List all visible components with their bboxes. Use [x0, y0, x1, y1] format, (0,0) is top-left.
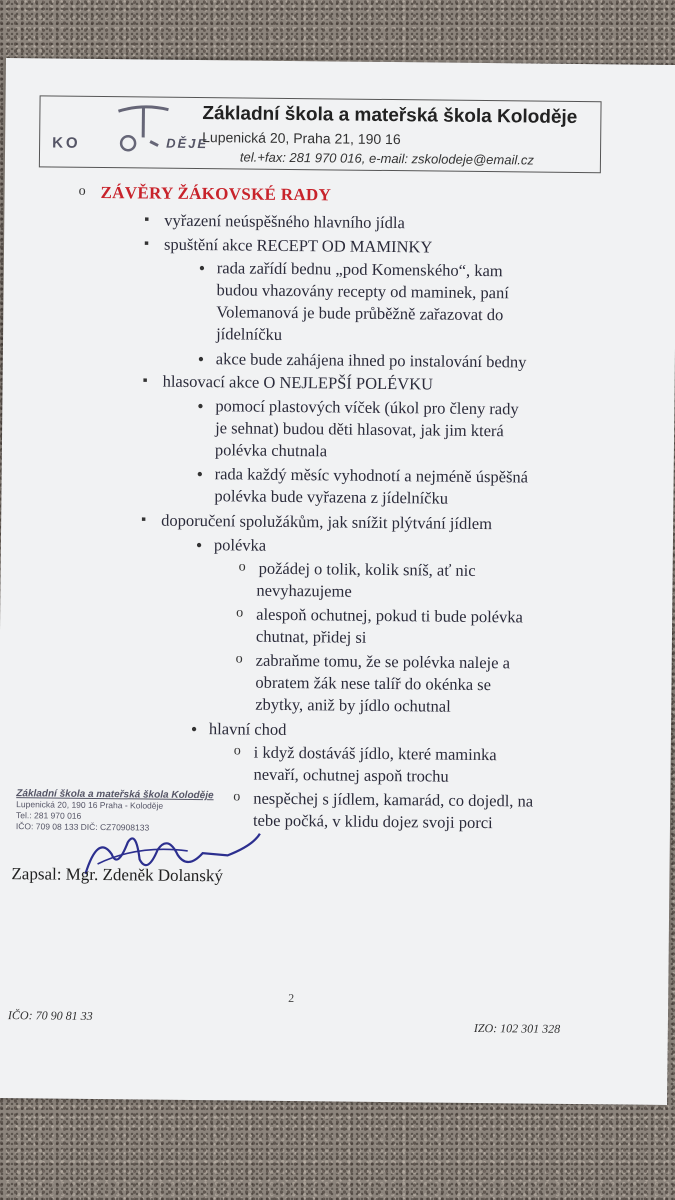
- list-item: • rada každý měsíc vyhodnotí a nejméně úspěšná: [215, 463, 529, 488]
- list-item-continuation: obratem žák nese talíř do okénka se: [255, 672, 492, 695]
- page-number: 2: [288, 991, 295, 1006]
- list-item: o nespěchej s jídlem, kamarád, co dojedl, na: [253, 788, 533, 813]
- list-item-continuation: polévka bude vyřazena z jídelníčku: [214, 486, 449, 508]
- school-name: Základní škola a mateřská škola Koloděje: [202, 103, 578, 128]
- stamp-address: Lupenická 20, 190 16 Praha - Koloděje: [16, 799, 164, 811]
- list-item: o zabraňme tomu, že se polévka naleje a: [256, 650, 510, 675]
- school-contact: tel.+fax: 281 970 016, e-mail: zskolodeje@email.cz: [239, 149, 534, 168]
- logo-text-ko: KO: [52, 134, 81, 152]
- list-item-continuation: Volemanová je bude průběžně zařazovat do: [216, 302, 504, 325]
- izo-number: IZO: 102 301 328: [473, 1020, 561, 1036]
- list-item: • akce bude zahájena ihned po instalování bedny: [216, 348, 527, 373]
- section-heading: o ZÁVĚRY ŽÁKOVSKÉ RADY: [100, 183, 331, 205]
- list-item-continuation: polévka chutnala: [214, 440, 328, 461]
- list-item: • polévka: [214, 534, 266, 557]
- list-item: ▪ spuštění akce RECEPT OD MAMINKY: [164, 234, 432, 259]
- list-item-continuation: nevaří, ochutnej aspoň trochu: [253, 764, 449, 786]
- stamp-ids: IČO: 709 08 133 DIČ: CZ70908133: [15, 821, 150, 833]
- list-item: • pomocí plastových víček (úkol pro členy rady: [215, 395, 519, 420]
- list-item: ▪ doporučení spolužákům, jak snížit plýtvání jídlem: [161, 510, 492, 535]
- logo-text-deje: DĚJE: [166, 135, 209, 152]
- school-address: Lupenická 20, Praha 21, 190 16: [202, 129, 401, 148]
- list-item-continuation: je sehnat) budou děti hlasovat, jak jim která: [215, 418, 504, 441]
- stamp-phone: Tel.: 281 970 016: [16, 810, 82, 821]
- list-item: • hlavní chod: [209, 718, 287, 741]
- list-item: ▪ hlasovací akce O NEJLEPŠÍ POLÉVKU: [163, 371, 434, 396]
- list-item-continuation: nevyhazujeme: [256, 580, 352, 601]
- list-item-continuation: zbytky, aniž by jídlo ochutnal: [255, 694, 451, 716]
- list-item-continuation: chutnat, přidej si: [255, 626, 367, 647]
- list-item-continuation: budou vhazovány recepty od maminek, paní: [216, 280, 509, 303]
- list-item: o i když dostáváš jídlo, které maminka: [254, 742, 497, 767]
- ico-number: IČO: 70 90 81 33: [7, 1008, 93, 1023]
- stamp-name: Základní škola a mateřská škola Koloděje: [16, 788, 214, 802]
- list-item: • rada zařídí bednu „pod Komenského“, kam: [217, 257, 503, 282]
- recorded-by: Zapsal: Mgr. Zdeněk Dolanský: [11, 864, 224, 886]
- document-page: [0, 58, 675, 1105]
- list-item-continuation: tebe počká, v klidu dojez svoji porci: [252, 810, 493, 833]
- list-item-continuation: jídelníčku: [216, 324, 283, 344]
- list-item: o požádej o tolik, kolik sníš, ať nic: [259, 558, 476, 582]
- list-item: ▪ vyřazení neúspěšného hlavního jídla: [164, 210, 405, 235]
- list-item: o alespoň ochutnej, pokud ti bude polévka: [256, 604, 523, 629]
- letterhead: [39, 95, 602, 173]
